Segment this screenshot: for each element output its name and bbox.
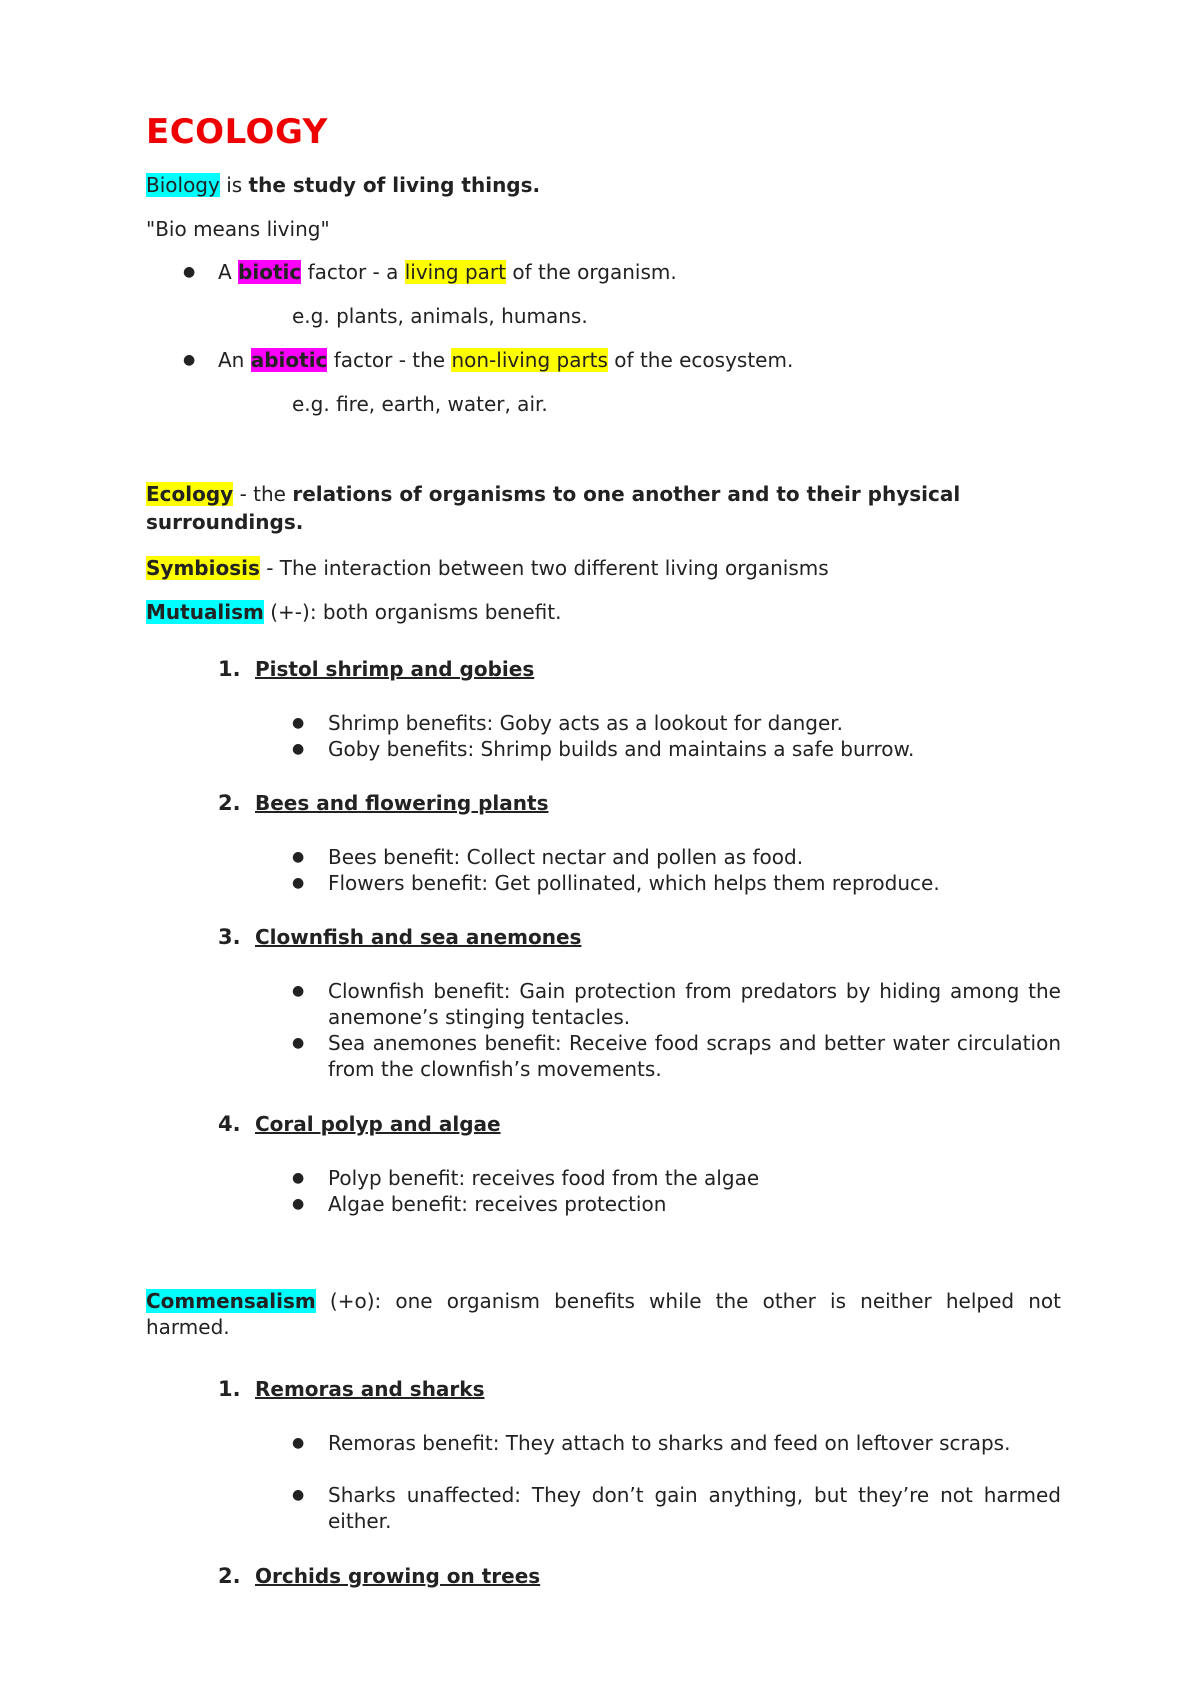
commensalism-term: Commensalism — [146, 1289, 316, 1313]
biology-def: the study of living things. — [248, 173, 541, 197]
bullet-icon: ● — [183, 264, 196, 280]
page-title: ECOLOGY — [146, 112, 328, 152]
abiotic-term: abiotic — [250, 348, 328, 372]
biology-is: is — [219, 173, 249, 197]
text-segment: - the — [233, 482, 293, 506]
commensalism-def: (+o): one organism benefits while the other is neither helped not harmed. — [146, 1289, 1061, 1339]
list-item: Algae benefit: receives protection — [328, 1192, 667, 1216]
text-segment: factor - the — [327, 348, 452, 372]
ecology-def-line1: relations of organisms to one another and to their physical — [292, 482, 961, 506]
list-number: 1. — [218, 1377, 241, 1401]
bullet-icon: ● — [292, 1196, 305, 1212]
list-item: Remoras benefit: They attach to sharks and feed on leftover scraps. — [328, 1431, 1011, 1455]
list-number: 1. — [218, 657, 241, 681]
example-heading: Bees and flowering plants — [255, 791, 549, 815]
list-item: Flowers benefit: Get pollinated, which helps them reproduce. — [328, 871, 940, 895]
list-item: Clownfish benefit: Gain protection from predators by hiding among the anemone’s stinging tentacles. — [328, 979, 1061, 1029]
bullet-icon: ● — [292, 1435, 305, 1451]
mutualism-def: (+-): both organisms benefit. — [263, 600, 562, 624]
list-item: Goby benefits: Shrimp builds and maintains a safe burrow. — [328, 737, 915, 761]
ecology-term: Ecology — [146, 482, 234, 506]
bullet-icon: ● — [183, 352, 196, 368]
non-living-highlight: non-living parts — [451, 348, 608, 372]
example-heading: Orchids growing on trees — [255, 1564, 541, 1588]
list-item: Shrimp benefits: Goby acts as a lookout for danger. — [328, 711, 843, 735]
example-heading: Clownfish and sea anemones — [255, 925, 582, 949]
list-number: 2. — [218, 791, 241, 815]
abiotic-factor-line — [218, 347, 793, 373]
bio-means-line: "Bio means living" — [146, 217, 330, 241]
symbiosis-definition — [146, 555, 829, 581]
list-item: Sharks unaffected: They don’t gain anything, but they’re not harmed either. — [328, 1483, 1061, 1533]
biotic-example: e.g. plants, animals, humans. — [292, 304, 588, 328]
list-number: 2. — [218, 1564, 241, 1588]
bullet-icon: ● — [292, 1170, 305, 1186]
list-number: 4. — [218, 1112, 241, 1136]
bullet-icon: ● — [292, 1487, 305, 1503]
text-segment: An — [218, 348, 251, 372]
list-number: 3. — [218, 925, 241, 949]
example-heading: Remoras and sharks — [255, 1377, 485, 1401]
text-segment: of the organism. — [505, 260, 677, 284]
mutualism-term: Mutualism — [146, 600, 264, 624]
abiotic-example: e.g. fire, earth, water, air. — [292, 392, 548, 416]
list-item: Polyp benefit: receives food from the algae — [328, 1166, 760, 1190]
mutualism-definition — [146, 599, 561, 625]
biology-definition — [146, 172, 540, 198]
symbiosis-def: - The interaction between two different living organisms — [259, 556, 829, 580]
example-heading: Pistol shrimp and gobies — [255, 657, 535, 681]
symbiosis-term: Symbiosis — [146, 556, 260, 580]
text-segment: of the ecosystem. — [607, 348, 794, 372]
bullet-icon: ● — [292, 983, 305, 999]
biotic-term: biotic — [238, 260, 302, 284]
list-item: Bees benefit: Collect nectar and pollen as food. — [328, 845, 804, 869]
bullet-icon: ● — [292, 849, 305, 865]
commensalism-definition — [146, 1288, 1061, 1340]
bullet-icon: ● — [292, 715, 305, 731]
bullet-icon: ● — [292, 741, 305, 757]
ecology-def-line2: surroundings. — [146, 510, 304, 534]
bullet-icon: ● — [292, 1035, 305, 1051]
living-part-highlight: living part — [404, 260, 506, 284]
list-item: Sea anemones benefit: Receive food scraps and better water circulation from the clownfish’s movements. — [328, 1031, 1061, 1081]
biotic-factor-line — [218, 259, 677, 285]
text-segment: A — [218, 260, 239, 284]
bullet-icon: ● — [292, 875, 305, 891]
example-heading: Coral polyp and algae — [255, 1112, 501, 1136]
text-segment: factor - a — [301, 260, 405, 284]
biology-term: Biology — [146, 173, 220, 197]
ecology-definition — [146, 481, 960, 507]
